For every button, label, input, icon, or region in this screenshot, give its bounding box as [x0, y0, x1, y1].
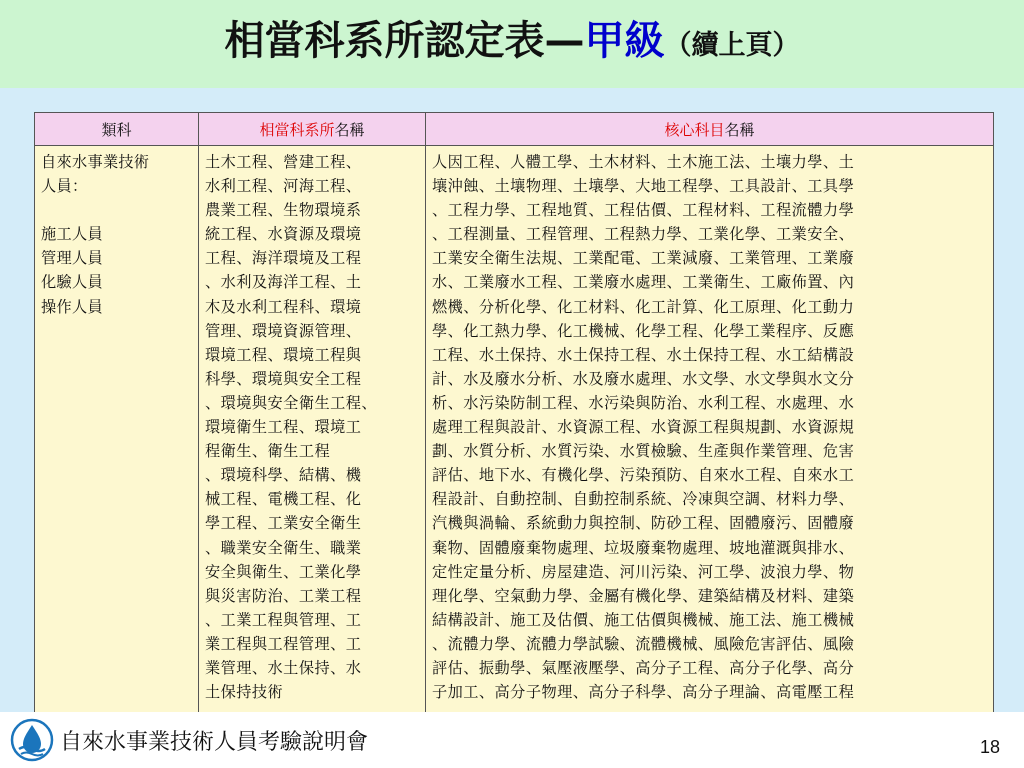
cell-line: 操作人員 [41, 297, 103, 316]
cell-line: 工程、海洋環境及工程 [205, 249, 362, 268]
cell-line: 安全與衛生、工業化學 [205, 562, 362, 581]
header-departments [199, 113, 426, 146]
cell-line: 析、水污染防制工程、水污染與防治、水利工程、水處理、水 [432, 393, 855, 412]
cell-line: 計、水及廢水分析、水及廢水處理、水文學、水文學與水文分 [432, 369, 855, 388]
cell-line: 、環境與安全衛生工程、 [205, 393, 378, 412]
cell-line: 業管理、水土保持、水 [205, 658, 362, 677]
cell-line: 土保持技術 [205, 683, 284, 702]
footer-org-text: 自來水事業技術人員考驗說明會 [60, 730, 369, 755]
cell-line: 程衛生、衛生工程 [205, 442, 331, 461]
cell-line: 環境工程、環境工程與 [205, 345, 362, 364]
header-core-subjects [426, 113, 994, 146]
page-number: 18 [979, 737, 1000, 757]
cell-line: 程設計、自動控制、自動控制系統、冷凍與空調、材料力學、 [432, 490, 855, 509]
cell-line: 管理人員 [41, 249, 103, 268]
cell-line: 自來水事業技術 [41, 153, 150, 171]
cell-line: 子加工、高分子物理、高分子科學、高分子理論、高電壓工程 [432, 683, 855, 702]
cell-line: 水利工程、河海工程、 [205, 177, 362, 196]
header-category [35, 113, 199, 146]
cell-line: 化驗人員 [41, 273, 103, 292]
cell-line: 結構設計、施工及估價、施工估價與機械、施工法、施工機械 [432, 610, 855, 629]
cell-line: 壤沖蝕、土壤物理、土壤學、大地工程學、工具設計、工具學 [432, 177, 855, 196]
title-main: 相當科系所認定表— [224, 18, 585, 64]
cell-line: 土木工程、營建工程、 [205, 153, 362, 171]
cell-line: 、環境科學、結構、機 [205, 466, 362, 485]
core-subjects-cell [426, 146, 994, 715]
cell-line: 工業安全衛生法規、工業配電、工業減廢、工業管理、工業廢 [432, 249, 855, 268]
table-row [35, 146, 994, 715]
cell-line: 業工程與工程管理、工 [205, 634, 362, 653]
cell-line: 環境衛生工程、環境工 [205, 418, 362, 437]
header-core-subjects-rest: 名稱 [724, 120, 755, 139]
cell-line: 處理工程與設計、水資源工程、水資源工程與規劃、水資源規 [432, 418, 855, 437]
cell-line: 、流體力學、流體力學試驗、流體機械、風險危害評估、風險 [432, 634, 855, 653]
water-drop-logo-icon [10, 718, 54, 762]
cell-line: 棄物、固體廢棄物處理、垃圾廢棄物處理、坡地灌溉與排水、 [432, 538, 855, 557]
cell-line: 木及水利工程科、環境 [205, 297, 362, 316]
title-highlight: 甲級 [584, 18, 665, 64]
cell-line: 定性定量分析、房屋建造、河川污染、河工學、波浪力學、物 [432, 562, 855, 581]
cell-line: 汽機與渦輪、系統動力與控制、防砂工程、固體廢污、固體廢 [432, 514, 855, 533]
header-departments-rest: 名稱 [334, 120, 365, 139]
cell-line: 劃、水質分析、水質污染、水質檢驗、生產與作業管理、危害 [432, 442, 855, 461]
cell-line: 評估、振動學、氣壓液壓學、高分子工程、高分子化學、高分 [432, 658, 855, 677]
cell-line: 施工人員 [41, 225, 103, 244]
cell-line: 管理、環境資源管理、 [205, 321, 362, 340]
cell-line: 械工程、電機工程、化 [205, 490, 362, 509]
cell-line: 、工程測量、工程管理、工程熱力學、工業化學、工業安全、 [432, 225, 855, 244]
slide-title [0, 14, 1024, 73]
cell-line: 評估、地下水、有機化學、污染預防、自來水工程、自來水工 [432, 466, 855, 485]
header-departments-red: 相當科系所 [259, 120, 335, 139]
cell-line: 理化學、空氣動力學、金屬有機化學、建築結構及材料、建築 [432, 586, 855, 605]
table-header-row [35, 113, 994, 146]
title-suffix: （續上頁） [664, 30, 800, 61]
header-core-subjects-red: 核心科目 [664, 120, 725, 139]
header-category-label: 類科 [101, 120, 132, 139]
cell-line: 農業工程、生物環境系 [205, 201, 362, 220]
equivalency-table [34, 112, 994, 715]
cell-line: 燃機、分析化學、化工材料、化工計算、化工原理、化工動力 [432, 297, 855, 316]
category-cell [35, 146, 199, 715]
cell-line: 科學、環境與安全工程 [205, 369, 362, 388]
cell-line: 與災害防治、工業工程 [205, 586, 362, 605]
cell-line: 人因工程、人體工學、土木材料、土木施工法、土壤力學、土 [432, 153, 855, 171]
cell-line [41, 198, 192, 222]
cell-line: 統工程、水資源及環境 [205, 225, 362, 244]
cell-line: 學、化工熱力學、化工機械、化學工程、化學工業程序、反應 [432, 321, 855, 340]
cell-line: 水、工業廢水工程、工業廢水處理、工業衛生、工廠佈置、內 [432, 273, 855, 292]
cell-line: 、水利及海洋工程、土 [205, 273, 362, 292]
cell-line: 、工程力學、工程地質、工程估價、工程材料、工程流體力學 [432, 201, 855, 220]
cell-line: 人員： [41, 177, 88, 196]
cell-line: 工程、水土保持、水土保持工程、水土保持工程、水工結構設 [432, 345, 855, 364]
cell-line: 學工程、工業安全衛生 [205, 514, 362, 533]
cell-line: 、工業工程與管理、工 [205, 610, 362, 629]
departments-cell [199, 146, 426, 715]
cell-line: 、職業安全衛生、職業 [205, 538, 362, 557]
